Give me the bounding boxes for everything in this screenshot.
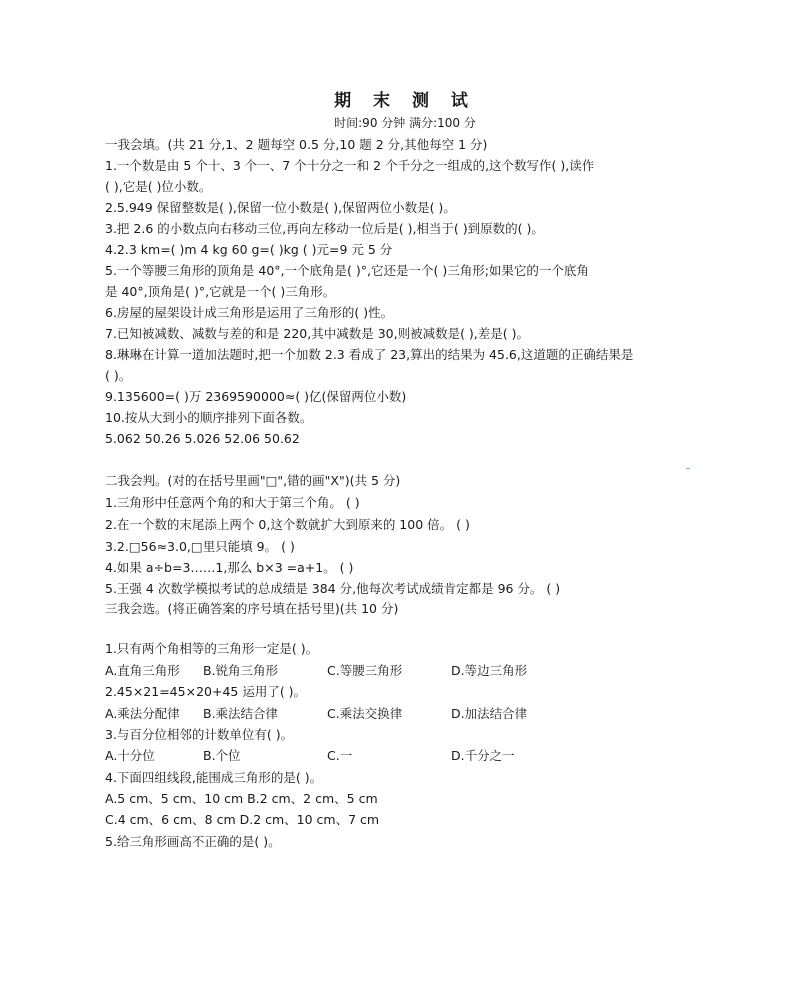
options-row [105,748,705,764]
question-line: 2.在一个数的末尾添上两个 0,这个数就扩大到原来的 100 倍。 ( ) [105,517,470,532]
question-line: 6.房屋的屋架设计成三角形是运用了三角形的( )性。 [105,305,394,320]
option: A.直角三角形 [105,663,180,678]
option: C.等腰三角形 [327,663,403,678]
question-line: 5.一个等腰三角形的顶角是 40°,一个底角是( )°,它还是一个( )三角形;如果它的一个底角 [105,263,589,278]
question-line: 4.如果 a÷b=3……1,那么 b×3 =a+1。 ( ) [105,560,354,575]
section-3-heading: 三我会选。(将正确答案的序号填在括号里)(共 10 分) [105,601,399,616]
exam-time-score: 时间:90 分钟 满分:100 分 [334,116,476,130]
page-title: 期 末 测 试 [334,91,476,111]
question-line: 7.已知被减数、减数与差的和是 220,其中减数是 30,则被减数是( ),差是( )。 [105,326,530,341]
question-line: ( )。 [105,368,132,383]
question-line: 3.把 2.6 的小数点向右移动三位,再向左移动一位后是( ),相当于( )到原数的( )。 [105,221,544,236]
question-line: 3.与百分位相邻的计数单位有( )。 [105,727,294,742]
question-line: 1.只有两个角相等的三角形一定是( )。 [105,641,319,656]
option: A.乘法分配律 [105,706,180,721]
section-1-heading: 一我会填。(共 21 分,1、2 题每空 0.5 分,10 题 2 分,其他每空 1 分) [105,137,488,152]
question-line: 8.琳琳在计算一道加法题时,把一个加数 2.3 看成了 23,算出的结果为 45.6,这道题的正确结果是 [105,347,634,362]
question-line: 2.5.949 保留整数是( ),保留一位小数是( ),保留两位小数是( )。 [105,200,456,215]
option: B.个位 [203,748,241,763]
option: B.乘法结合律 [203,706,279,721]
option: B.锐角三角形 [203,663,279,678]
options-row: A.5 cm、5 cm、10 cm B.2 cm、2 cm、5 cm [105,791,378,806]
question-line: 2.45×21=45×20+45 运用了( )。 [105,684,307,699]
option: C.一 [327,748,353,763]
option: D.等边三角形 [451,663,528,678]
option: C.乘法交换律 [327,706,403,721]
number-list: 5.062 50.26 5.026 52.06 50.62 [105,431,300,446]
question-line: 9.135600=( )万 2369590000≈( )亿(保留两位小数) [105,389,407,404]
question-line: 1.三角形中任意两个角的和大于第三个角。 ( ) [105,495,360,510]
question-line: 1.一个数是由 5 个十、3 个一、7 个十分之一和 2 个千分之一组成的,这个数写作( ),读作 [105,158,595,173]
option: D.千分之一 [451,748,515,763]
question-line: ( ),它是( )位小数。 [105,179,212,194]
question-line: 5.给三角形画高不正确的是( )。 [105,834,281,849]
question-line: 10.按从大到小的顺序排列下面各数。 [105,410,313,425]
section-2-heading: 二我会判。(对的在括号里画"□",错的画"X")(共 5 分) [105,473,401,488]
options-row: C.4 cm、6 cm、8 cm D.2 cm、10 cm、7 cm [105,812,380,827]
question-line: 4.下面四组线段,能围成三角形的是( )。 [105,770,323,785]
option: D.加法结合律 [451,706,528,721]
option: A.十分位 [105,748,155,763]
options-row [105,663,705,679]
stray-mark [686,468,690,469]
question-line: 是 40°,顶角是( )°,它就是一个( )三角形。 [105,284,336,299]
options-row [105,706,705,722]
question-line: 3.2.□56≈3.0,□里只能填 9。 ( ) [105,539,295,554]
question-line: 5.王强 4 次数学模拟考试的总成绩是 384 分,他每次考试成绩肯定都是 96 分。 ( ) [105,581,561,596]
question-line: 4.2.3 km=( )m 4 kg 60 g=( )kg ( )元=9 元 5 分 [105,242,393,257]
